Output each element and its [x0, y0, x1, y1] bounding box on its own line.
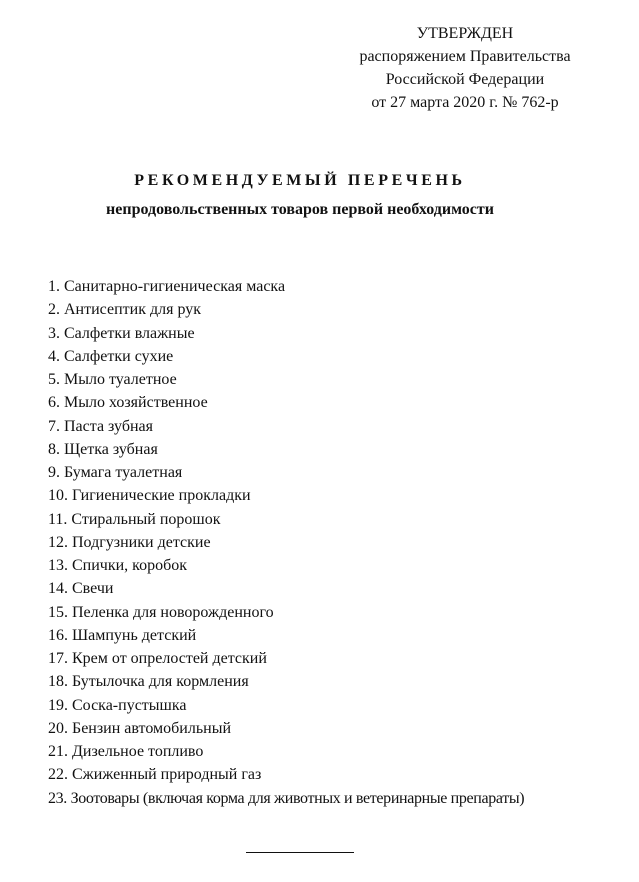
list-item: 1. Санитарно-гигиеническая маска — [48, 278, 286, 295]
list-item: 22. Сжиженный природный газ — [48, 766, 262, 784]
list-item: 10. Гигиенические прокладки — [48, 487, 251, 505]
list-item: 2. Антисептик для рук — [48, 301, 202, 319]
list-item: 6. Мыло хозяйственное — [48, 394, 208, 412]
approval-country: Российской Федерации — [385, 71, 545, 88]
goods-list — [48, 275, 524, 810]
list-item: 3. Салфетки влажные — [48, 324, 195, 342]
list-item: 14. Свечи — [48, 580, 114, 598]
end-divider — [246, 852, 354, 853]
list-item: 16. Шампунь детский — [48, 626, 197, 644]
approval-date-number: от 27 марта 2020 г. № 762-р — [371, 94, 559, 111]
document-subtitle: непродовольственных товаров первой необходимости — [106, 201, 494, 218]
list-item: 11. Стиральный порошок — [48, 510, 221, 528]
list-item: 19. Соска-пустышка — [48, 696, 187, 714]
list-item: 23. Зоотовары (включая корма для животных и ветеринарные препараты) — [48, 789, 525, 807]
list-item: 4. Салфетки сухие — [48, 347, 174, 365]
approval-authority: распоряжением Правительства — [359, 48, 571, 65]
list-item: 21. Дизельное топливо — [48, 743, 204, 760]
document-title: РЕКОМЕНДУЕМЫЙ ПЕРЕЧЕНЬ — [134, 172, 466, 189]
list-item: 17. Крем от опрелостей детский — [48, 650, 267, 667]
approval-block — [330, 22, 600, 114]
list-item: 7. Паста зубная — [48, 417, 153, 435]
list-item: 13. Спички, коробок — [48, 557, 188, 574]
approval-heading: УТВЕРЖДЕН — [416, 25, 514, 42]
list-item: 8. Щетка зубная — [48, 440, 158, 458]
list-item: 12. Подгузники детские — [48, 533, 211, 551]
list-item: 9. Бумага туалетная — [48, 464, 183, 481]
list-item: 18. Бутылочка для кормления — [48, 673, 249, 691]
list-item: 5. Мыло туалетное — [48, 371, 177, 388]
list-item: 15. Пеленка для новорожденного — [48, 603, 274, 621]
list-item: 20. Бензин автомобильный — [48, 719, 232, 737]
